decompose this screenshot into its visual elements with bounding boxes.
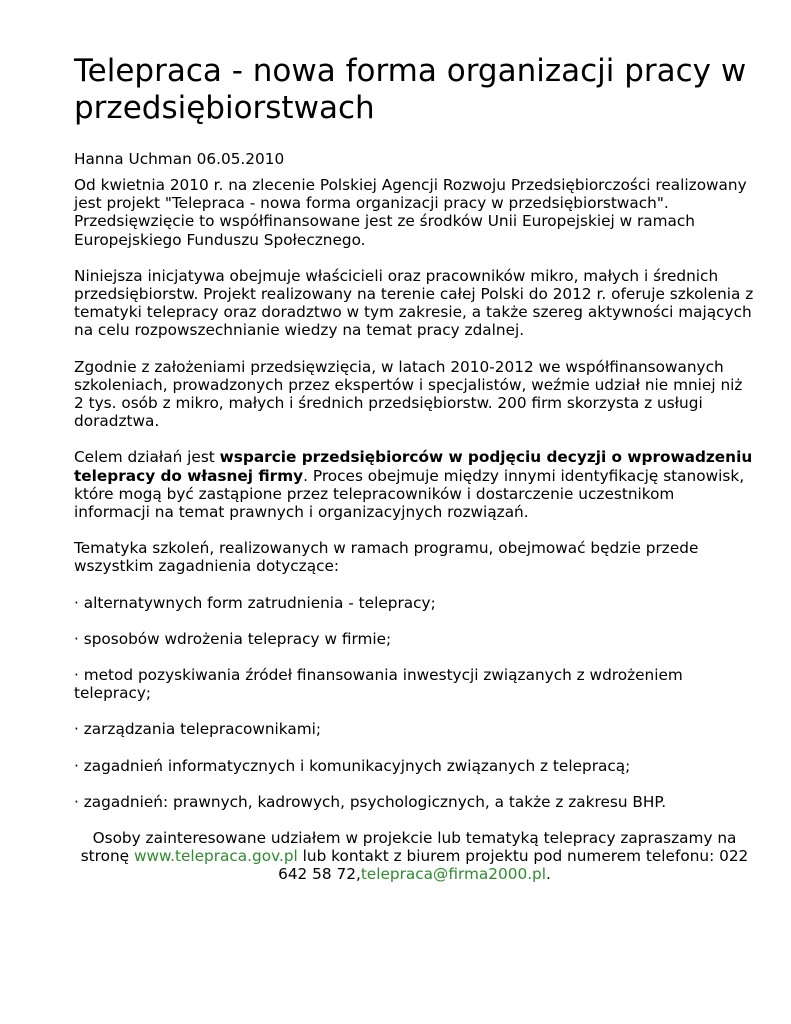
- goal-text-before: Celem działań jest: [74, 448, 220, 467]
- paragraph-initiative: Niniejsza inicjatywa obejmuje właścicieli oraz pracowników mikro, małych i średnich przedsiębiorstw. Projekt realizowany na terenie całej Polski do 2012 r. oferuje szkolenia z tematyki telepracy oraz doradztwo w tym zakresie, a także szereg aktywności mających na celu rozpowszechnianie wiedzy na temat pracy zdalnej.: [74, 266, 754, 340]
- topic-list-item: · zarządzania telepracownikami;: [74, 720, 322, 739]
- topic-list-item: · zagadnień informatycznych i komunikacyjnych związanych z telepracą;: [74, 756, 631, 775]
- paragraph-goal: [74, 448, 755, 521]
- closing-text-1: Osoby zainteresowane udziałem w projekcie lub tematyką telepracy zapraszamy na stronę: [80, 829, 737, 866]
- paragraph-topics-intro: Tematyka szkoleń, realizowanych w ramach programu, obejmować będzie przede wszystkim zagadnienia dotyczące:: [74, 539, 699, 576]
- website-link[interactable]: www.telepraca.gov.pl: [133, 847, 298, 866]
- topic-list-item: · metod pozyskiwania źródeł finansowania inwestycji związanych z wdrożeniem telepracy;: [74, 666, 683, 703]
- paragraph-assumptions: Zgodnie z założeniami przedsięwzięcia, w latach 2010-2012 we współfinansowanych szkoleniach, prowadzonych przez ekspertów i specjalistów, weźmie udział nie mniej niż 2 tys. osób z mikro, małych i średnich przedsiębiorstw. 200 firm skorzysta z usługi doradztwa.: [74, 357, 743, 431]
- closing-text-2: lub kontakt z biurem projektu pod numerem telefonu: 022 642 58 72,: [278, 847, 749, 884]
- topic-list-item: · zagadnień: prawnych, kadrowych, psychologicznych, a także z zakresu BHP.: [74, 792, 667, 811]
- closing-text-3: .: [546, 865, 551, 884]
- article-title: Telepraca - nowa forma organizacji pracy w przedsiębiorstwach: [74, 53, 747, 126]
- closing-contact-paragraph: [74, 829, 755, 884]
- goal-text-bold: wsparcie przedsiębiorców w podjęciu decyzji o wprowadzeniu telepracy do własnej firmy: [74, 448, 753, 485]
- article-byline: Hanna Uchman 06.05.2010: [74, 150, 285, 168]
- topic-list-item: · alternatywnych form zatrudnienia - telepracy;: [74, 593, 436, 612]
- email-link[interactable]: telepraca@firma2000.pl: [360, 865, 547, 884]
- paragraph-intro: Od kwietnia 2010 r. na zlecenie Polskiej Agencji Rozwoju Przedsiębiorczości realizowany jest projekt "Telepraca - nowa forma organizacji pracy w przedsiębiorstwach". Przedsięwzięcie to współfinansowane jest ze środków Unii Europejskiej w ramach Europejskiego Funduszu Społecznego.: [74, 176, 747, 249]
- goal-text-after: . Proces obejmuje między innymi identyfikację stanowisk, które mogą być zastąpione przez telepracowników i dostarczenie uczestnikom informacji na temat prawnych i organizacyjnych rozwiązań.: [74, 466, 745, 522]
- topic-list-item: · sposobów wdrożenia telepracy w firmie;: [74, 629, 392, 648]
